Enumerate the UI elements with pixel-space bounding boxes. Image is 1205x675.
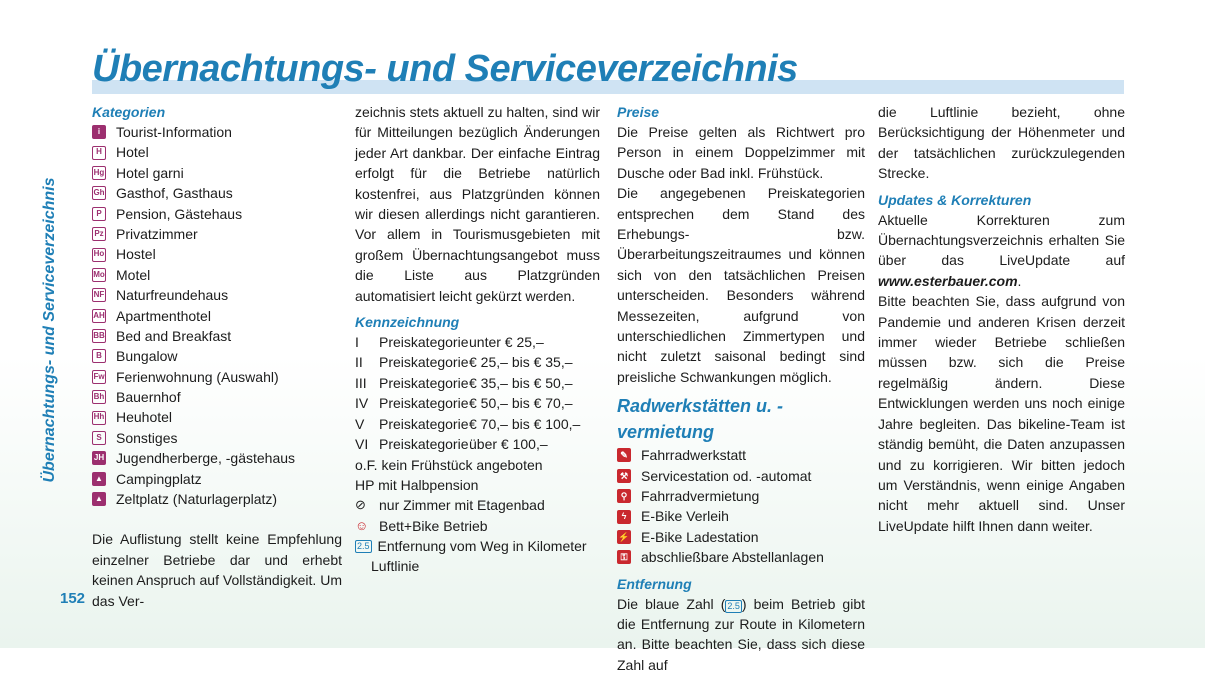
esterbauer-link[interactable]: www.esterbauer.com: [878, 272, 1018, 289]
rad-item: [617, 547, 865, 567]
category-item: [92, 163, 342, 183]
price-range: € 35,– bis € 50,–: [469, 374, 573, 391]
kennzeichnung-heading: Kennzeichnung: [355, 314, 460, 331]
zeltplatz-icon: ▲: [92, 492, 106, 506]
category-label: Apartmenthotel: [116, 307, 211, 324]
half-board-label: HP mit Halbpension: [355, 476, 479, 493]
column-updates: [878, 102, 1125, 536]
rad-label: Fahrradvermietung: [641, 488, 760, 505]
rad-item: [617, 506, 865, 526]
bett-bike-label: Bett+Bike Betrieb: [379, 517, 488, 534]
category-item: [92, 489, 342, 509]
price-range: unter € 25,–: [469, 334, 544, 351]
category-item: [92, 122, 342, 142]
price-roman: III: [355, 374, 367, 391]
category-item: [92, 204, 342, 224]
heuhotel-icon: Hh: [92, 411, 106, 425]
rad-item: [617, 486, 865, 506]
category-item: [92, 224, 342, 244]
price-label: Preiskategorie: [379, 354, 469, 371]
category-label: Zeltplatz (Naturlagerplatz): [116, 491, 278, 508]
distance-label: Entfernung vom Weg in Kilometer: [377, 538, 587, 555]
category-label: Ferienwohnung (Auswahl): [116, 368, 279, 385]
sonstiges-icon: S: [92, 431, 106, 445]
category-label: Campingplatz: [116, 470, 202, 487]
side-title: Übernachtungs- und Serviceverzeichnis: [41, 177, 58, 483]
category-label: Bungalow: [116, 348, 178, 365]
price-range: € 25,– bis € 35,–: [469, 354, 573, 371]
category-item: [92, 367, 342, 387]
disclaimer-paragraph: Die Auflistung stellt keine Empfehlung einzelner Betriebe dar und erhebt keinen Anspruch auf Vollständigkeit. Um das Ver-: [92, 531, 342, 609]
category-label: Bed and Breakfast: [116, 327, 232, 344]
column-categories: [92, 102, 342, 611]
category-label: Tourist-Information: [116, 124, 232, 140]
price-category-row: [355, 414, 580, 434]
category-item: [92, 285, 342, 305]
bed-and-breakfast-icon: BB: [92, 329, 106, 343]
rad-label: E-Bike Verleih: [641, 508, 729, 525]
info-icon: i: [92, 125, 106, 139]
category-label: Privatzimmer: [116, 225, 198, 242]
price-category-row: [355, 393, 580, 413]
category-label: Sonstiges: [116, 429, 178, 446]
categories-list: [92, 122, 342, 509]
campingplatz-icon: ▲: [92, 472, 106, 486]
gasthof-icon: Gh: [92, 186, 106, 200]
rad-item: [617, 466, 865, 486]
jugendherberge-icon: JH: [92, 451, 106, 465]
pension-icon: P: [92, 207, 106, 221]
ebike-rental-icon: ϟ: [617, 510, 631, 524]
distance-row: [355, 536, 600, 556]
apartmenthotel-icon: AH: [92, 309, 106, 323]
category-label: Hotel: [116, 144, 149, 161]
bike-rental-icon: ⚲: [617, 489, 631, 503]
bauernhof-icon: Bh: [92, 390, 106, 404]
price-category-row: [355, 352, 580, 372]
price-label: Preiskategorie: [379, 374, 469, 391]
bett-bike-icon: ☺: [355, 517, 369, 533]
ferienwohnung-icon: Fw: [92, 370, 106, 384]
bungalow-icon: B: [92, 349, 106, 363]
hotel-garni-icon: Hg: [92, 166, 106, 180]
price-category-row: [355, 332, 580, 352]
rad-item: [617, 445, 865, 465]
category-item: [92, 387, 342, 407]
page-title: Übernachtungs- und Serviceverzeichnis: [92, 48, 798, 90]
rad-item: [617, 527, 865, 547]
pandemie-paragraph: Bitte beachten Sie, dass aufgrund von Pandemie und anderen Krisen derzeit immer wieder Betriebe schließen müssen bzw. sich die Preise regelmäßig ändern. Diese Entwicklungen werden uns noch einige Jahre begleiten. Das bikeline-Team ist ständig bemüht, die Daten anzupassen und zu korrigieren. Wir bitten jedoch um Verständnis, wenn einige Angaben nicht mehr aktuell sind. Unser LiveUpdate hilft Ihnen dann weiter.: [878, 293, 1125, 534]
category-item: [92, 142, 342, 162]
price-roman: I: [355, 334, 359, 351]
distance-label-cont: Luftlinie: [371, 558, 420, 575]
categories-heading: Kategorien: [92, 104, 166, 120]
column-kennzeichnung: [355, 102, 600, 577]
category-label: Bauernhof: [116, 389, 181, 406]
updates-text: Aktuelle Korrekturen zum Übernachtungsverzeichnis erhalten Sie über das LiveUpdate auf: [878, 211, 1125, 269]
rad-label: Servicestation od. -automat: [641, 467, 812, 484]
rad-list: [617, 445, 865, 567]
page-number: 152: [60, 590, 86, 607]
service-station-icon: ⚒: [617, 469, 631, 483]
preise-heading: Preise: [617, 104, 660, 120]
category-label: Heuhotel: [116, 409, 173, 426]
price-category-row: [355, 434, 580, 454]
hostel-icon: Ho: [92, 248, 106, 262]
rad-label: Fahrradwerkstatt: [641, 447, 747, 464]
price-range: € 50,– bis € 70,–: [469, 395, 573, 412]
rad-label: E-Bike Ladestation: [641, 528, 759, 545]
updates-paragraph: [878, 210, 1125, 292]
price-category-row: [355, 373, 580, 393]
price-roman: V: [355, 415, 365, 432]
rad-heading: Radwerkstätten u. -vermietung: [617, 396, 784, 443]
preise-paragraph-1: Die Preise gelten als Richtwert pro Person in einem Doppelzimmer mit Dusche oder Bad inkl. Frühstück.: [617, 124, 865, 181]
wrench-icon: ✎: [617, 448, 631, 462]
category-label: Motel: [116, 266, 151, 283]
floor-bath-row: [355, 495, 600, 515]
category-item: [92, 306, 342, 326]
category-item: [92, 407, 342, 427]
category-label: Naturfreundehaus: [116, 287, 229, 304]
category-item: [92, 428, 342, 448]
distance-badge-inline-icon: 2.5: [727, 600, 740, 611]
category-item: [92, 265, 342, 285]
updates-text-end: .: [1017, 272, 1022, 289]
ebike-charging-icon: ⚡: [617, 530, 631, 544]
rad-label: abschließbare Abstellanlagen: [641, 549, 824, 566]
floor-bath-label: nur Zimmer mit Etagenbad: [379, 497, 545, 514]
price-range: € 70,– bis € 100,–: [469, 415, 581, 432]
price-label: Preiskategorie: [379, 334, 469, 351]
price-label: Preiskategorie: [379, 436, 469, 453]
category-label: Jugendherberge, -gästehaus: [116, 450, 296, 467]
updates-heading: Updates & Korrekturen: [878, 191, 1032, 208]
entfernung-text-start: Die blaue Zahl (: [617, 595, 726, 612]
category-label: Hostel: [116, 246, 156, 263]
price-category-table: [355, 332, 580, 454]
price-label: Preiskategorie: [379, 395, 469, 412]
preise-paragraph-2: Die angegebenen Preiskategorien entsprechen dem Stand des Erhebungs- bzw. Überarbeitungszeitraumes und können sich von den tatsächlichen Preisen unterscheiden. Besonders während Messezeiten, aufgrund von unterschiedlichen Zimmertypen und nicht zuletzt saisonal bedingt sind preisliche Schwankungen möglich.: [617, 185, 865, 385]
disclaimer-continued-paragraph: zeichnis stets aktuell zu halten, sind wir für Mitteilungen bezüglich Änderungen jeder Art dankbar. Der einfache Eintrag erfolgt für die Betriebe natürlich kostenfrei, aus Platzgründen können wir diesen allerdings nicht garantieren. Vor allem in Tourismusgebieten mit großem Übernachtungsangebot muss die Liste aus Platzgründen automatisiert leicht gekürzt werden.: [355, 104, 600, 304]
category-item: [92, 469, 342, 489]
no-breakfast-label: o.F. kein Frühstück angeboten: [355, 456, 543, 473]
price-roman: IV: [355, 395, 369, 412]
naturfreundehaus-icon: NF: [92, 288, 106, 302]
column-preise: [617, 102, 865, 675]
bike-lock-icon: ⚿: [617, 550, 631, 564]
entfernung-text-end: ) beim Betrieb gibt die Entfernung zur Route in Kilometern an. Bitte beachten Sie, dass sich diese Zahl auf: [617, 595, 866, 673]
price-roman: VI: [355, 436, 369, 453]
price-range: über € 100,–: [469, 436, 548, 453]
luftlinie-paragraph: die Luftlinie bezieht, ohne Berücksichtigung der Höhenmeter und der tatsächlichen zurückzulegenden Strecke.: [878, 104, 1125, 182]
category-label: Gasthof, Gasthaus: [116, 185, 233, 202]
entfernung-paragraph: [617, 594, 865, 675]
distance-badge-icon: 2.5: [357, 540, 370, 551]
no-breakfast-row: [355, 455, 600, 475]
hotel-icon: H: [92, 146, 106, 160]
category-label: Pension, Gästehaus: [116, 205, 243, 222]
shower-crossed-icon: ⊘: [355, 497, 366, 513]
entfernung-heading: Entfernung: [617, 575, 692, 592]
privatzimmer-icon: Pz: [92, 227, 106, 241]
category-item: [92, 346, 342, 366]
category-label: Hotel garni: [116, 164, 184, 181]
category-item: [92, 183, 342, 203]
category-item: [92, 326, 342, 346]
price-label: Preiskategorie: [379, 415, 469, 432]
bett-bike-row: [355, 516, 600, 536]
category-item: [92, 244, 342, 264]
price-roman: II: [355, 354, 363, 371]
half-board-row: [355, 475, 600, 495]
category-item: [92, 448, 342, 468]
motel-icon: Mo: [92, 268, 106, 282]
